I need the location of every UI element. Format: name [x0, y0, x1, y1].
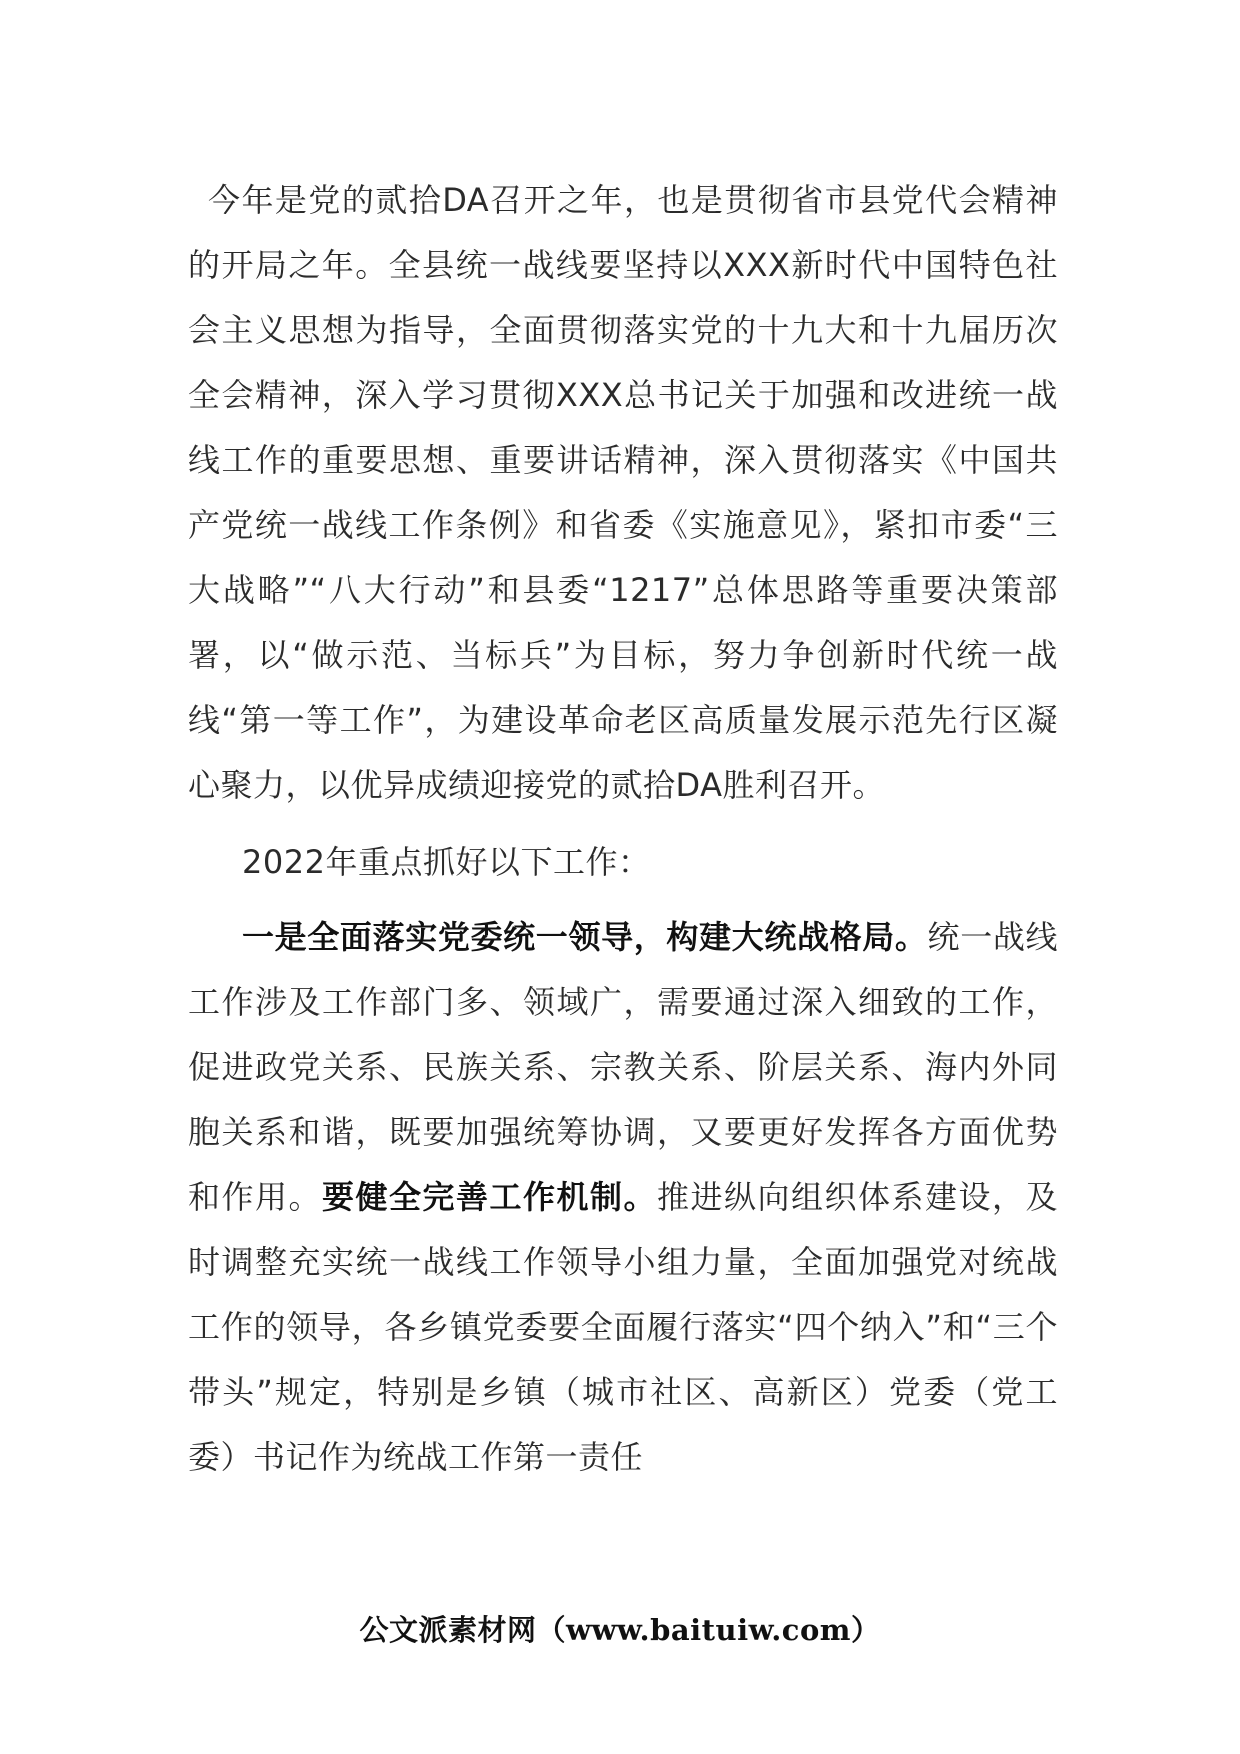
work-plan-intro: 2022年重点抓好以下工作： — [242, 843, 651, 881]
work-item-text-2: 推进纵向组织体系建设，及时调整充实统一战线工作领导小组力量，全面加强党对统战工作的领导，各乡镇党委要全面履行落实“四个纳入”和“三个带头”规定，特别是乡镇（城市社区、高新区）党委（党工委）书记作为统战工作第一责任 — [188, 1178, 1058, 1476]
footer-watermark: 公文派素材网（www.baituiw.com） — [359, 1613, 881, 1647]
work-item-text-1: 统一战线工作涉及工作部门多、领域广，需要通过深入细致的工作，促进政党关系、民族关系、宗教关系、阶层关系、海内外同胞关系和谐，既要加强统筹协调，又要更好发挥各方面优势和作用。 — [188, 918, 1058, 1216]
document-body — [188, 168, 1058, 1490]
work-item-paragraph — [188, 905, 1058, 1490]
work-item-subheading: 要健全完善工作机制。 — [322, 1178, 657, 1216]
work-item-heading: 一是全面落实党委统一领导，构建大统战格局。 — [242, 918, 928, 956]
intro-paragraph: 今年是党的贰拾DA召开之年，也是贯彻省市县党代会精神的开局之年。全县统一战线要坚持以XXX新时代中国特色社会主义思想为指导，全面贯彻落实党的十九大和十九届历次全会精神，深入学习贯彻XXX总书记关于加强和改进统一战线工作的重要思想、重要讲话精神，深入贯彻落实《中国共产党统一战线工作条例》和省委《实施意见》，紧扣市委“三大战略”“八大行动”和县委“1217”总体思路等重要决策部署，以“做示范、当标兵”为目标，努力争创新时代统一战线“第一等工作”，为建设革命老区高质量发展示范先行区凝心聚力，以优异成绩迎接党的贰拾DA胜利召开。 — [188, 181, 1058, 804]
